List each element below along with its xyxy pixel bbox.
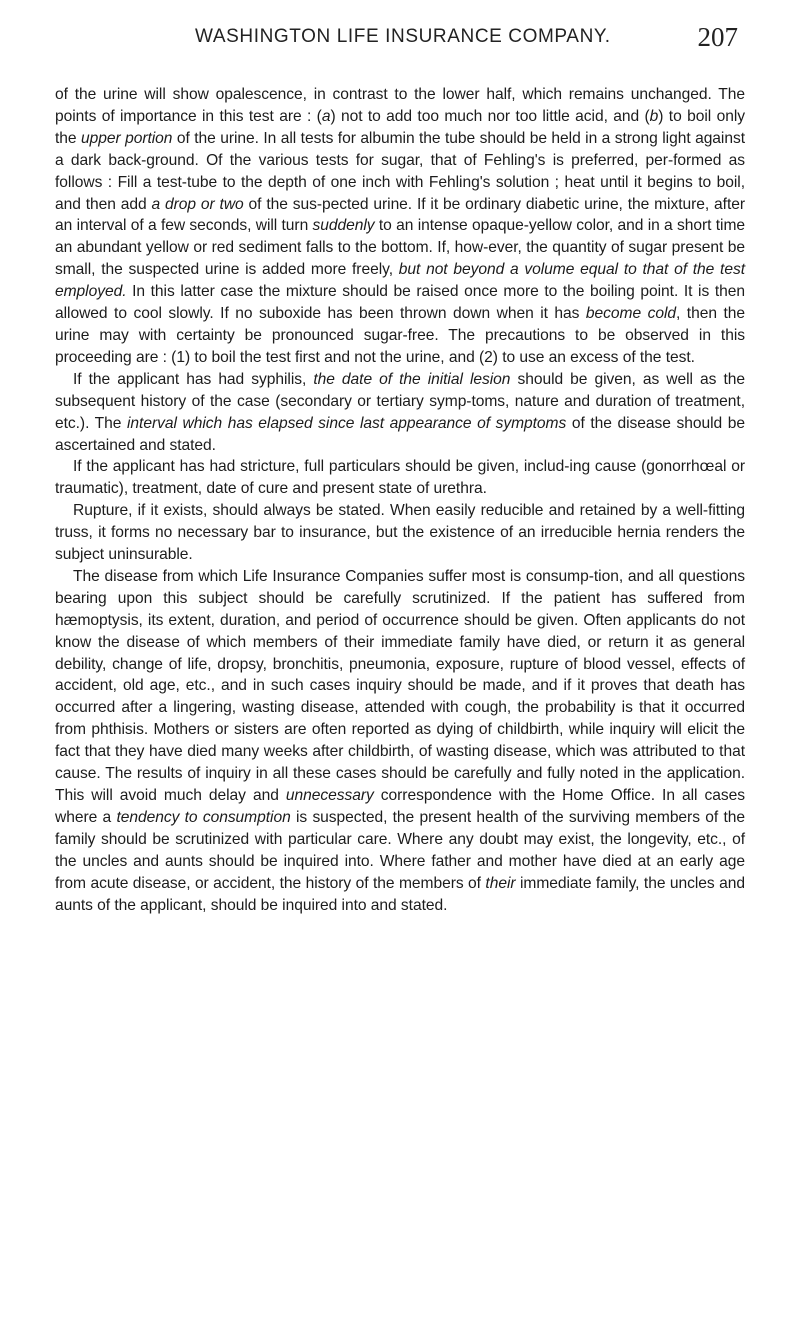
text-run: ) not to add too much nor too little acid, and ( xyxy=(330,107,650,125)
italic-run: suddenly xyxy=(312,217,375,235)
text-run: immediate family, the uncles and aunts of the applicant, should be inquired into and stated. xyxy=(55,874,746,914)
italic-run: a xyxy=(321,107,331,125)
running-head: WASHINGTON LIFE INSURANCE COMPANY. xyxy=(195,26,611,47)
text-run: correspondence with the Home Office. In all cases where a xyxy=(55,787,745,826)
italic-run: unnecessary xyxy=(285,787,374,804)
text-run: should be given, as well as the subsequent history of the case (secondary or tertiary symp-toms, nature and duration of treatment, etc.). The xyxy=(55,370,745,432)
text-run: is suspected, the present health of the surviving members of the family should be scrutinized with particular care. Where any doubt may exist, the longevity, etc., of the uncles and aunts should be inquired into. Where father and mother have died at an early age from acute disease, or accident, the history of the members of xyxy=(55,808,745,892)
text-run: , then the urine may with certainty be pronounced sugar-free. The precautions to be observed in this proceeding are : (1) to boil the test first and not the urine, and (2) to use an excess of the test. xyxy=(55,305,745,366)
paragraph-urine-tests xyxy=(55,84,745,369)
italic-run: tendency to consumption xyxy=(116,808,291,826)
italic-run: but not beyond a volume equal to that of the test employed. xyxy=(55,261,745,301)
page-number: 207 xyxy=(697,22,738,52)
text-run: Rupture, if it exists, should always be stated. When easily reducible and retained by a well-fitting truss, it forms no necessary bar to insurance, but the existence of an irreducible hernia renders the subject uninsurable. xyxy=(55,502,745,564)
paragraph-stricture xyxy=(55,456,745,500)
italic-run: their xyxy=(485,874,516,892)
text-run: ) to boil only the xyxy=(55,107,745,147)
italic-run: a drop or two xyxy=(151,195,244,213)
text-run: In this latter case the mixture should be raised once more to the boiling point. It is then allowed to cool slowly. If no suboxide has been thrown down when it has xyxy=(55,283,745,323)
italic-run: the date of the initial lesion xyxy=(313,370,511,388)
body-text xyxy=(55,84,745,916)
text-run: of the sus-pected urine. If it be ordinary diabetic urine, the mixture, after an interval of a few seconds, will turn xyxy=(55,195,746,235)
italic-run: become cold xyxy=(585,305,676,323)
italic-run: interval which has elapsed since last appearance of symptoms xyxy=(127,414,567,432)
paragraph-syphilis xyxy=(55,369,745,457)
paragraph-rupture xyxy=(55,500,745,566)
text-run: of the disease should be ascertained and stated. xyxy=(55,414,745,454)
paragraph-consumption xyxy=(55,566,745,917)
text-run: of the urine will show opalescence, in contrast to the lower half, which remains unchanged. The points of importance in this test are : ( xyxy=(55,86,745,125)
italic-run: upper portion xyxy=(81,129,173,147)
text-run: to an intense opaque-yellow color, and in a short time an abundant yellow or red sediment falls to the bottom. If, how-ever, the quantity of sugar present be small, the suspected urine is added more freely, xyxy=(55,217,746,279)
text-run: The disease from which Life Insurance Companies suffer most is consump-tion, and all questions bearing upon this subject should be carefully scrutinized. If the patient has suffered from hæmoptysis, its extent, duration, and period of occurrence should be given. Often applicants do not know the disease of which members of their immediate family have died, or return it as general debility, change of life, dropsy, bronchitis, pneumonia, exposure, rupture of blood vessel, effects of accident, old age, etc., and in such cases inquiry should be made, and if it proves that death has occurred after a lingering, wasting disease, attended with cough, the probability is that it occurred from phthisis. Mothers or sisters are often reported as dying of childbirth, while inquiry will elicit the fact that they have died many weeks after childbirth, of wasting disease, which was attributed to that cause. The results of inquiry in all these cases should be carefully and fully noted in the application. This will avoid much delay and xyxy=(55,567,745,804)
page-header xyxy=(195,22,738,56)
text-run: If the applicant has had syphilis, xyxy=(73,370,314,388)
text-run: If the applicant has had stricture, full particulars should be given, includ-ing cause (gonorrhœal or traumatic), treatment, date of cure and present state of urethra. xyxy=(55,458,745,498)
text-run: of the urine. In all tests for albumin the tube should be held in a strong light against a dark back-ground. Of the various tests for sugar, that of Fehling's is preferred, per-formed as follows : Fill a test-tube to the depth of one inch with Fehling's solution ; heat until it begins to boil, and then add xyxy=(55,129,745,213)
italic-run: b xyxy=(649,107,659,125)
